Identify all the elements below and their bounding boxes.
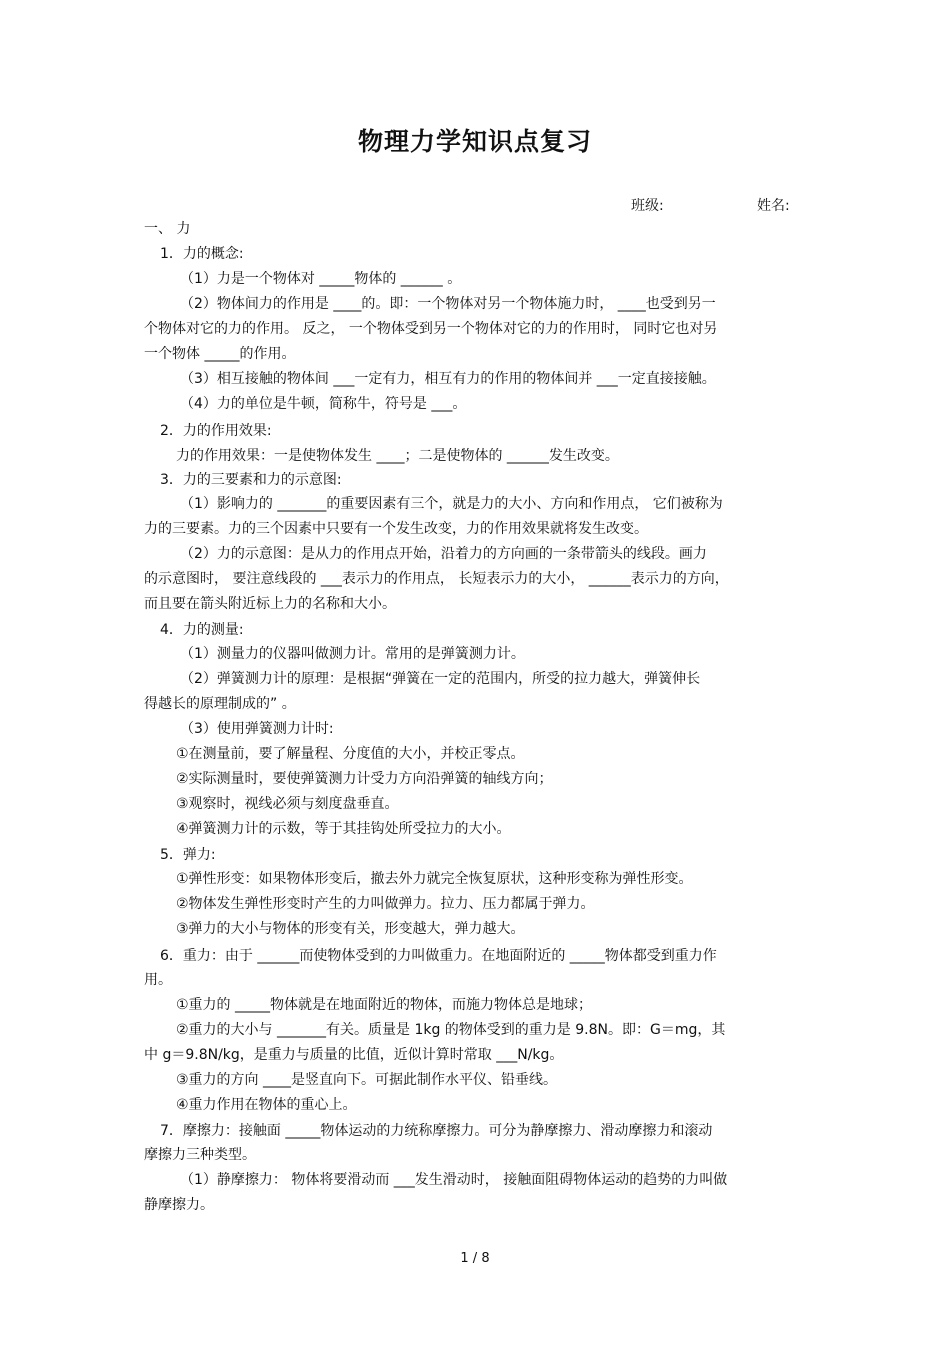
list-item: ③重力的方向 ____是竖直向下。可据此制作水平仪、铅垂线。 [176, 1072, 557, 1088]
text-line: （1）测量力的仪器叫做测力计。常用的是弹簧测力计。 [180, 646, 525, 662]
list-item: ②实际测量时，要使弹簧测力计受力方向沿弹簧的轴线方向； [176, 771, 553, 787]
list-item: ①在测量前，要了解量程、分度值的大小，并校正零点。 [176, 746, 525, 762]
text-line: 一个物体 _____的作用。 [144, 346, 296, 362]
list-item: ③观察时，视线必须与刻度盘垂直。 [176, 796, 399, 812]
text-line: 力的作用效果：一是使物体发生 ____；二是使物体的 ______发生改变。 [176, 448, 619, 464]
text-line: （3）相互接触的物体间 ___一定有力，相互有力的作用的物体间并 ___一定直接接触。 [180, 371, 716, 387]
class-label: 班级: [631, 198, 664, 214]
text-line: （4）力的单位是牛顿，简称牛，符号是 ___。 [180, 396, 467, 412]
list-item: ①重力的 _____物体就是在地面附近的物体，而施力物体总是地球； [176, 997, 592, 1013]
text-line: 力的三要素。力的三个因素中只要有一个发生改变，力的作用效果就将发生改变。 [144, 521, 648, 537]
subsection-heading: 2．力的作用效果: [160, 423, 272, 439]
text-line: 的示意图时， 要注意线段的 ___表示力的作用点， 长短表示力的大小， ______表示力的方向， [144, 571, 729, 587]
text-line: （1）影响力的 _______的重要因素有三个，就是力的大小、方向和作用点， 它们被称为 [180, 496, 723, 512]
text-line: （2）物体间力的作用是 ____的。即：一个物体对另一个物体施力时， ____也受到另一 [180, 296, 716, 312]
subsection-heading: 3．力的三要素和力的示意图: [160, 472, 342, 488]
subsection-heading: 7．摩擦力：接触面 _____物体运动的力统称摩擦力。可分为静摩擦力、滑动摩擦力和滚动 [160, 1123, 713, 1139]
text-line: 中 g＝9.8N/kg，是重力与质量的比值，近似计算时常取 ___N/kg。 [144, 1047, 564, 1063]
list-item: ③弹力的大小与物体的形变有关，形变越大，弹力越大。 [176, 921, 525, 937]
text-line: 个物体对它的力的作用。 反之， 一个物体受到另一个物体对它的力的作用时， 同时它也对另 [144, 321, 718, 337]
text-line: （3）使用弹簧测力计时: [180, 721, 334, 737]
text-line: （1）静摩擦力： 物体将要滑动而 ___发生滑动时， 接触面阻碍物体运动的趋势的力叫做 [180, 1172, 728, 1188]
subsection-heading: 4．力的测量: [160, 622, 244, 638]
list-item: ②物体发生弹性形变时产生的力叫做弹力。拉力、压力都属于弹力。 [176, 896, 595, 912]
list-item: ④重力作用在物体的重心上。 [176, 1097, 357, 1113]
text-line: （1）力是一个物体对 _____物体的 ______ 。 [180, 271, 462, 287]
list-item: ④弹簧测力计的示数，等于其挂钩处所受拉力的大小。 [176, 821, 511, 837]
name-label: 姓名: [757, 198, 790, 214]
text-line: （2）力的示意图：是从力的作用点开始，沿着力的方向画的一条带箭头的线段。画力 [180, 546, 707, 562]
text-line: 而且要在箭头附近标上力的名称和大小。 [144, 596, 396, 612]
text-line: 得越长的原理制成的” 。 [144, 696, 296, 712]
text-line: 静摩擦力。 [144, 1197, 214, 1213]
subsection-heading: 1．力的概念: [160, 246, 244, 262]
subsection-heading: 5．弹力: [160, 847, 216, 863]
text-line: 摩擦力三种类型。 [144, 1147, 256, 1163]
page-title: 物理力学知识点复习 [357, 127, 592, 156]
text-line: （2）弹簧测力计的原理：是根据“弹簧在一定的范围内，所受的拉力越大，弹簧伸长 [180, 671, 701, 687]
list-item: ②重力的大小与 _______有关。质量是 1kg 的物体受到的重力是 9.8N。即：G＝mg，其 [176, 1022, 726, 1038]
list-item: ①弹性形变：如果物体形变后，撤去外力就完全恢复原状，这种形变称为弹性形变。 [176, 871, 693, 887]
subsection-heading: 6．重力：由于 ______而使物体受到的力叫做重力。在地面附近的 _____物体都受到重力作 [160, 948, 717, 964]
page-number: 1 / 8 [460, 1251, 490, 1266]
text-line: 用。 [144, 972, 172, 988]
section-heading: 一、 力 [144, 221, 191, 237]
